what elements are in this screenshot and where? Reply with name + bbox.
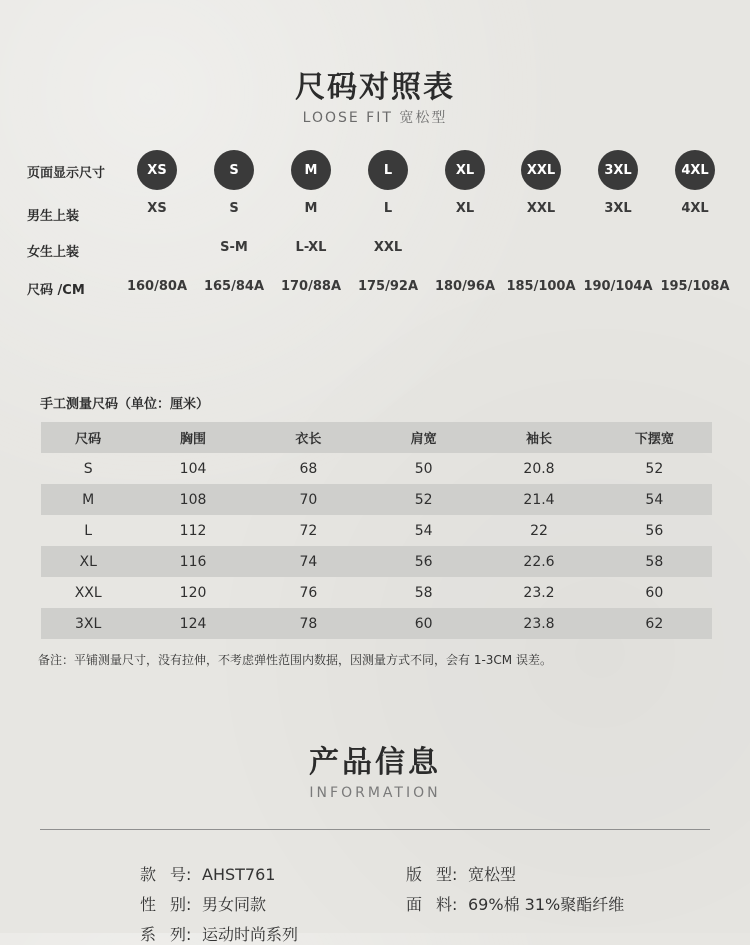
- table-cell: 108: [179, 491, 207, 508]
- info-value: 69%棉 31%聚酯纤维: [468, 895, 625, 914]
- table-cell: 62: [645, 615, 664, 632]
- info-item-fit: [406, 862, 516, 885]
- table-cell: 112: [179, 522, 207, 539]
- table-cell: 104: [179, 460, 207, 477]
- cm-size-cell: 160/80A: [126, 279, 188, 294]
- female-size-cell: L-XL: [295, 240, 327, 255]
- table-cell: S: [83, 460, 93, 477]
- table-cell: 22.6: [523, 553, 555, 570]
- table-cell: 54: [645, 491, 664, 508]
- table-cell: 72: [299, 522, 318, 539]
- table-cell: 20.8: [523, 460, 555, 477]
- table-header-cell: 衣长: [295, 432, 322, 447]
- info-key-char: 列:: [170, 925, 192, 944]
- table-header-row: [41, 422, 712, 453]
- info-key-char: 号:: [170, 865, 192, 884]
- table-header-cell: 尺码: [75, 432, 102, 447]
- table-cell: 116: [179, 553, 207, 570]
- size-circle: XXL: [521, 150, 561, 190]
- measurement-note: 备注：平铺测量尺寸，没有拉伸，不考虑弹性范围内数据，因测量方式不同，会有 1-3CM 误差。: [38, 653, 552, 667]
- row-label-female: 女生上装: [27, 245, 80, 260]
- table-cell: XL: [79, 553, 97, 570]
- table-row: [41, 515, 712, 546]
- male-size-cell: L: [383, 201, 393, 216]
- info-item-model: [140, 862, 275, 885]
- table-cell: 74: [299, 553, 318, 570]
- table-row: [41, 453, 712, 484]
- table-cell: 52: [414, 491, 433, 508]
- table-cell: 70: [299, 491, 318, 508]
- size-circle: S: [214, 150, 254, 190]
- info-value: 运动时尚系列: [202, 925, 299, 944]
- table-cell: 58: [645, 553, 664, 570]
- cm-size-cell: 165/84A: [203, 279, 265, 294]
- info-key-char: 款: [140, 865, 157, 884]
- measurement-table: [41, 422, 712, 639]
- cm-size-cell: 185/100A: [506, 279, 576, 294]
- info-value: 宽松型: [468, 865, 517, 884]
- info-key-char: 别:: [170, 895, 192, 914]
- table-cell: 23.2: [523, 584, 555, 601]
- info-title: 产品信息: [309, 745, 441, 780]
- cm-size-cell: 195/108A: [660, 279, 730, 294]
- table-cell: 3XL: [75, 615, 102, 632]
- male-size-cell: XL: [455, 201, 475, 216]
- table-cell: L: [84, 522, 93, 539]
- table-cell: 50: [414, 460, 433, 477]
- table-cell: 76: [299, 584, 318, 601]
- table-cell: 21.4: [523, 491, 555, 508]
- table-cell: XXL: [74, 584, 102, 601]
- table-header-cell: 胸围: [180, 432, 207, 447]
- size-chart-title: 尺码对照表: [295, 70, 455, 105]
- info-key-char: 系: [140, 925, 157, 944]
- cm-size-cell: 190/104A: [583, 279, 653, 294]
- info-key-char: 版: [406, 865, 423, 884]
- table-header-cell: 下摆宽: [634, 432, 674, 447]
- table-header-cell: 肩宽: [410, 432, 437, 447]
- male-size-cell: M: [304, 201, 318, 216]
- table-row: [41, 577, 712, 608]
- female-size-cell: S-M: [220, 240, 248, 255]
- info-value: AHST761: [202, 865, 276, 884]
- measurement-title: 手工测量尺码（单位：厘米）: [40, 397, 210, 412]
- table-cell: 22: [530, 522, 548, 539]
- male-size-cell: S: [229, 201, 239, 216]
- table-header-cell: 袖长: [526, 432, 553, 447]
- female-size-cell: XXL: [373, 240, 403, 255]
- size-circle: 4XL: [675, 150, 715, 190]
- info-key-char: 面: [406, 895, 423, 914]
- male-size-cell: 4XL: [681, 201, 709, 216]
- info-key-char: 料:: [436, 895, 458, 914]
- info-item-fabric: [406, 892, 624, 915]
- table-cell: 124: [179, 615, 207, 632]
- table-cell: 68: [299, 460, 318, 477]
- table-cell: 52: [645, 460, 664, 477]
- cm-size-cell: 175/92A: [357, 279, 419, 294]
- table-cell: 60: [414, 615, 433, 632]
- info-subtitle: INFORMATION: [309, 785, 441, 801]
- row-label-male: 男生上装: [27, 209, 80, 224]
- row-label-cm: 尺码 /CM: [27, 283, 85, 298]
- male-size-cell: XXL: [526, 201, 556, 216]
- info-item-series: [140, 922, 298, 945]
- table-cell: M: [82, 491, 95, 508]
- size-circle: XS: [137, 150, 177, 190]
- table-cell: 54: [414, 522, 433, 539]
- info-item-gender: [140, 892, 266, 915]
- size-circle: L: [368, 150, 408, 190]
- male-size-cell: XS: [147, 201, 167, 216]
- table-cell: 58: [414, 584, 433, 601]
- size-chart-subtitle: LOOSE FIT 宽松型: [302, 110, 448, 126]
- cm-size-cell: 170/88A: [280, 279, 342, 294]
- size-circle: M: [291, 150, 331, 190]
- table-row: [41, 546, 712, 577]
- divider: [40, 829, 710, 830]
- size-circle: XL: [445, 150, 485, 190]
- table-row: [41, 484, 712, 515]
- table-cell: 23.8: [523, 615, 555, 632]
- size-circle: 3XL: [598, 150, 638, 190]
- row-label-display: 页面显示尺寸: [27, 166, 106, 181]
- table-cell: 120: [179, 584, 207, 601]
- cm-size-cell: 180/96A: [434, 279, 496, 294]
- info-value: 男女同款: [202, 895, 267, 914]
- table-cell: 56: [414, 553, 433, 570]
- table-cell: 60: [645, 584, 664, 601]
- info-key-char: 性: [140, 895, 157, 914]
- male-size-cell: 3XL: [604, 201, 632, 216]
- table-row: [41, 608, 712, 639]
- table-cell: 56: [645, 522, 664, 539]
- table-cell: 78: [299, 615, 318, 632]
- info-key-char: 型:: [436, 865, 458, 884]
